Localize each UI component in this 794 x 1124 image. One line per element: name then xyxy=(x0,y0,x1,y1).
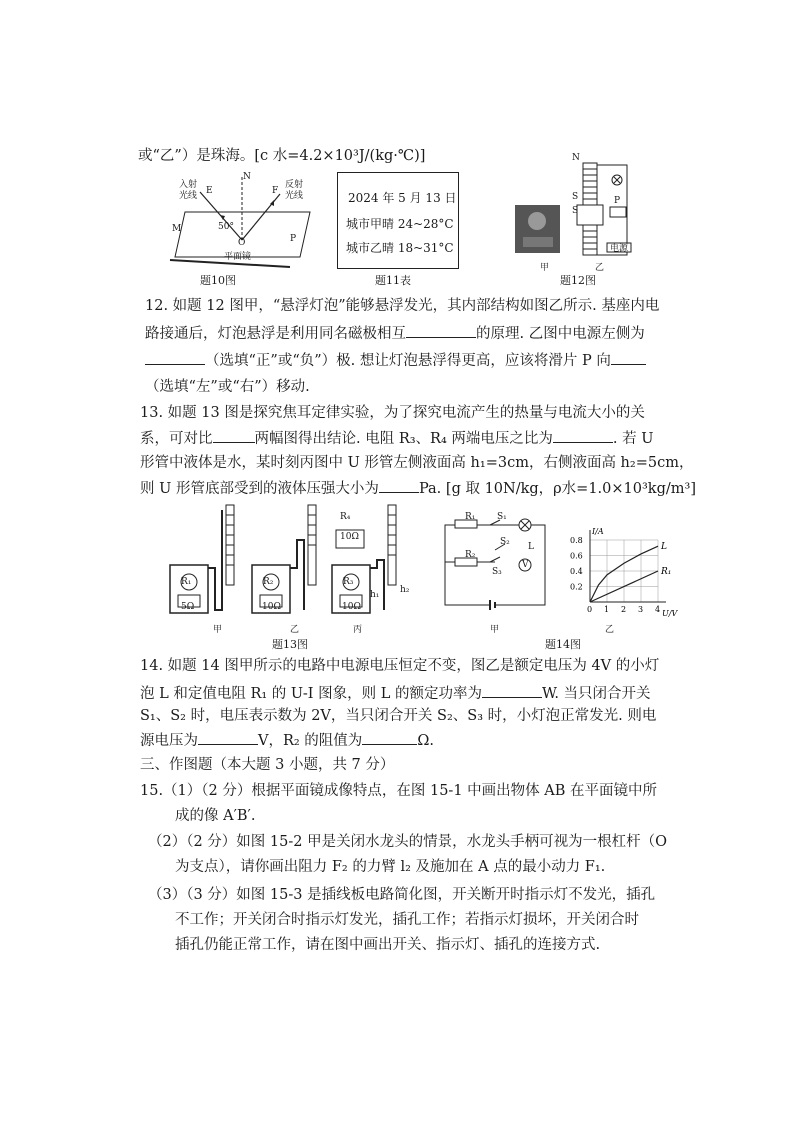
r1-label: R₁ xyxy=(181,577,192,587)
q13-blank3 xyxy=(379,478,419,493)
r1-value: 5Ω xyxy=(181,602,195,612)
q14-line2: 泡 L 和定值电阻 R₁ 的 U-I 图象，则 L 的额定功率为 W. 当只闭合开关 xyxy=(140,683,651,704)
container-jia xyxy=(170,505,234,613)
label-N: N xyxy=(243,172,251,182)
figure-14-ui-chart xyxy=(560,520,680,620)
fig14-lamp-label: L xyxy=(528,542,534,552)
q13-blank1 xyxy=(213,428,255,443)
label-jia-12: 甲 xyxy=(540,263,550,273)
fig14-voltmeter-label: V xyxy=(522,560,529,570)
label-E: E xyxy=(206,186,213,196)
h1-label: h₁ xyxy=(370,590,380,600)
q13-line3: 形管中液体是水，某时刻丙图中 U 形管左侧液面高 h₁=3cm，右侧液面高 h₂=5cm， xyxy=(140,455,694,471)
label-S-12a: S xyxy=(572,192,579,202)
q15-p1b: 成的像 A′B′. xyxy=(175,808,256,824)
middle-magnet xyxy=(577,205,603,225)
x-axis-label: U/V xyxy=(662,609,678,618)
r4-value: 10Ω xyxy=(340,532,359,542)
label-yi-12: 乙 xyxy=(595,263,605,273)
x-tick-label: 2 xyxy=(621,605,627,614)
label-M: M xyxy=(172,224,182,234)
switch-s3 xyxy=(490,557,500,562)
incident-label: 入射光线 xyxy=(179,180,198,201)
mirror-label: 平面镜 xyxy=(224,252,252,262)
q15-p1a: 15.（1）（2 分）根据平面镜成像特点，在图 15-1 中画出物体 AB 在平面镜中所 xyxy=(140,783,658,799)
fig11-weather-box xyxy=(337,172,459,269)
continuation-line: 或“乙”）是珠海。[c 水=4.2×10³J/(kg·℃)] xyxy=(138,148,426,164)
fig11-caption: 题11表 xyxy=(375,274,411,287)
q15-p2b: 为支点），请你画出阻力 F₂ 的力臂 l₂ 及施加在 A 点的最小动力 F₁. xyxy=(175,859,606,875)
h2-label: h₂ xyxy=(400,585,410,595)
q14-blank3 xyxy=(362,730,417,745)
y-tick-label: 0.8 xyxy=(570,536,583,545)
fig14-s2-label: S₂ xyxy=(500,537,510,547)
weather-city-a: 城市甲晴 24~28°C xyxy=(346,217,454,231)
label-F: F xyxy=(272,186,279,196)
label-yi-13: 乙 xyxy=(290,625,300,635)
label-yi-14: 乙 xyxy=(605,625,615,635)
label-P-12: P xyxy=(614,196,621,206)
q15-p3c: 插孔仍能正常工作，请在图中画出开关、指示灯、插孔的连接方式. xyxy=(175,937,601,953)
fig14-r1-label: R₁ xyxy=(465,512,476,522)
fig14-caption: 题14图 xyxy=(545,638,581,651)
q12-line2: 路接通后，灯泡悬浮是利用同名磁极相互 的原理. 乙图中电源左侧为 xyxy=(145,323,645,344)
x-tick-label: 4 xyxy=(655,605,661,614)
fig13-caption: 题13图 xyxy=(272,638,308,651)
label-N-12: N xyxy=(572,153,580,163)
y-tick-label: 0.6 xyxy=(570,551,583,561)
x-tick-label: 3 xyxy=(638,605,644,614)
r3-label: R₃ xyxy=(343,577,354,587)
q13-line4: 则 U 形管底部受到的液体压强大小为 Pa. [g 取 10N/kg，ρ水=1.0×10³kg/m³] xyxy=(140,478,696,499)
label-S-12b: S xyxy=(572,206,579,216)
q15-p3a: （3）（3 分）如图 15-3 是插线板电路简化图，开关断开时指示灯不发光，插孔 xyxy=(148,887,656,903)
series-label: R₁ xyxy=(661,567,672,577)
x-tick-label: 1 xyxy=(604,605,610,614)
r3-value: 10Ω xyxy=(342,602,361,612)
q12-blank2 xyxy=(145,350,205,365)
fig14-s1-label: S₁ xyxy=(497,512,507,522)
r4-label: R₄ xyxy=(340,512,351,522)
series-label: L xyxy=(661,542,667,553)
bulb-photo xyxy=(528,212,546,230)
label-O: O xyxy=(238,238,246,248)
figure-12-levitating-bulb xyxy=(515,155,650,265)
lower-coil xyxy=(583,225,597,255)
q14-line3: S₁、S₂ 时，电压表示数为 2V，当只闭合开关 S₂、S₃ 时，小灯泡正常发光. 则电 xyxy=(140,708,657,724)
y-tick-label: 0.4 xyxy=(570,567,583,576)
q15-p2a: （2）（2 分）如图 15-2 甲是关闭水龙头的情景，水龙头手柄可视为一根杠杆（O xyxy=(148,834,667,850)
fig12-caption: 题12图 xyxy=(560,274,596,287)
reflected-ray xyxy=(242,194,280,240)
rheostat xyxy=(610,207,626,217)
base-photo xyxy=(523,237,553,247)
weather-city-b: 城市乙晴 18~31°C xyxy=(346,241,454,255)
q12-line3: （选填“正”或“负”）极. 想让灯泡悬浮得更高，应该将滑片 P 向 xyxy=(145,350,646,371)
r2-label: R₂ xyxy=(263,577,274,587)
label-P: P xyxy=(290,234,297,244)
reflected-label: 反射光线 xyxy=(285,180,304,201)
r2-value: 10Ω xyxy=(262,602,281,612)
section3-heading: 三、作图题（本大题 3 小题，共 7 分） xyxy=(140,757,395,773)
q12-line1: 12. 如题 12 图甲，“悬浮灯泡”能够悬浮发光，其内部结构如图乙所示. 基座内电 xyxy=(145,298,660,314)
label-bing-13: 丙 xyxy=(353,625,363,635)
q14-line4: 源电压为 V，R₂ 的阻值为 Ω. xyxy=(140,730,434,751)
label-jia-14: 甲 xyxy=(490,625,500,635)
y-axis-label: I/A xyxy=(592,527,604,536)
q14-line1: 14. 如题 14 图甲所示的电路中电源电压恒定不变，图乙是额定电压为 4V 的小灯 xyxy=(140,658,660,674)
figure-14-circuit xyxy=(445,520,555,610)
weather-date: 2024 年 5 月 13 日 xyxy=(348,191,457,205)
q13-line1: 13. 如题 13 图是探究焦耳定律实验，为了探究电流产生的热量与电流大小的关 xyxy=(140,405,645,421)
power-label: 电源 xyxy=(610,244,629,254)
x-tick-label: 0 xyxy=(587,605,593,614)
q13-blank2 xyxy=(553,428,613,443)
fig14-r2-label: R₂ xyxy=(465,550,476,560)
fig14-s3-label: S₃ xyxy=(492,567,502,577)
q15-p3b: 不工作；开关闭合时指示灯发光，插孔工作；若指示灯损坏，开关闭合时 xyxy=(175,912,639,928)
angle-label: 50° xyxy=(218,222,234,232)
q12-line4: （选填“左”或“右”）移动. xyxy=(145,379,310,395)
fig10-caption: 题10图 xyxy=(200,274,236,287)
q12-blank3 xyxy=(611,350,646,365)
label-jia-13: 甲 xyxy=(213,625,223,635)
q14-blank2 xyxy=(198,730,258,745)
q13-line2: 系，可对比 两幅图得出结论. 电阻 R₃、R₄ 两端电压之比为 . 若 U xyxy=(140,428,653,449)
q14-blank1 xyxy=(482,683,542,698)
figure-13-joule-apparatus xyxy=(160,500,430,620)
q12-blank1 xyxy=(406,323,476,338)
y-tick-label: 0.2 xyxy=(570,582,583,592)
container-yi xyxy=(252,505,316,613)
